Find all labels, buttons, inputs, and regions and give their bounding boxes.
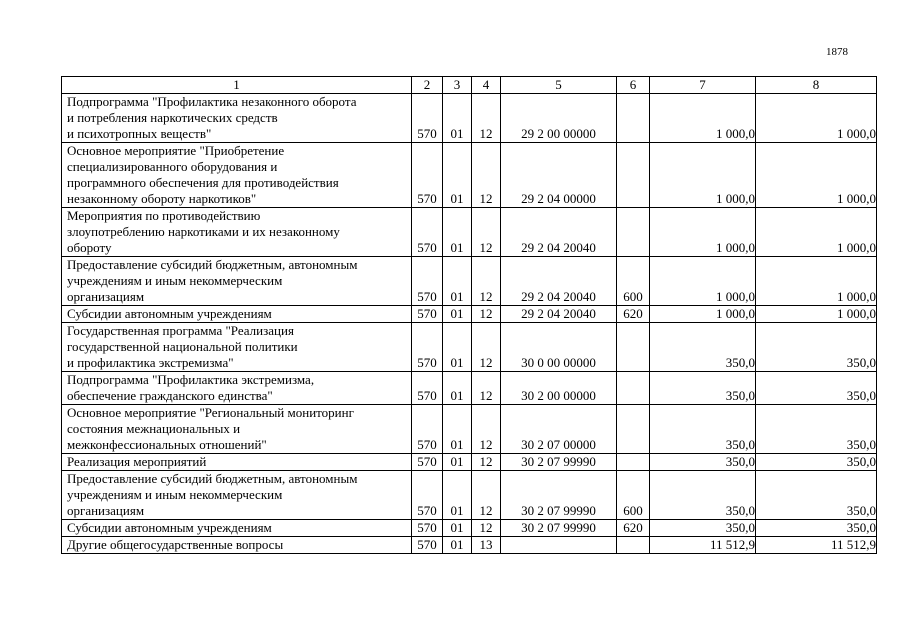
row-grbs-cell	[412, 94, 443, 143]
row-amount-1-cell-text: 350,0	[725, 520, 755, 535]
row-expense-type-cell-text: 600	[623, 289, 643, 304]
row-target-article-cell	[501, 372, 617, 405]
table-row	[62, 306, 877, 323]
header-col-6: 6	[617, 77, 650, 94]
row-target-article-cell	[501, 143, 617, 208]
row-expense-type-cell	[617, 257, 650, 306]
row-name-cell-text: Основное мероприятие "Приобретение специализированного оборудования и программного обеспечения для противодействия незаконному обороту наркотиков"	[67, 143, 339, 206]
row-expense-type-cell	[617, 520, 650, 537]
row-subsection-cell-text: 12	[479, 503, 493, 518]
row-target-article-cell-text: 29 2 04 20040	[521, 240, 596, 255]
header-col-4: 4	[472, 77, 501, 94]
row-section-cell	[443, 520, 472, 537]
row-grbs-cell	[412, 323, 443, 372]
row-amount-1-cell-text: 350,0	[725, 503, 755, 518]
row-grbs-cell-text: 570	[417, 126, 437, 141]
row-section-cell-text: 01	[450, 454, 464, 469]
row-expense-type-cell	[617, 94, 650, 143]
row-amount-1-cell-text: 11 512,9	[709, 537, 755, 552]
row-grbs-cell-text: 570	[417, 355, 437, 370]
row-amount-1-cell-text: 350,0	[725, 355, 755, 370]
row-target-article-cell-text: 30 0 00 00000	[521, 355, 596, 370]
row-subsection-cell-text: 12	[479, 289, 493, 304]
row-expense-type-cell	[617, 372, 650, 405]
row-section-cell	[443, 143, 472, 208]
row-amount-1-cell-text: 1 000,0	[716, 126, 755, 141]
row-name-cell-text: Подпрограмма "Профилактика незаконного оборота и потребления наркотических средств и психотропных веществ"	[67, 94, 357, 141]
row-section-cell	[443, 405, 472, 454]
row-expense-type-cell-text: 600	[623, 503, 643, 518]
header-col-1: 1	[62, 77, 412, 94]
row-subsection-cell-text: 12	[479, 306, 493, 321]
row-subsection-cell	[472, 520, 501, 537]
row-amount-1-cell	[650, 471, 756, 520]
row-amount-1-cell-text: 350,0	[725, 388, 755, 403]
row-grbs-cell	[412, 143, 443, 208]
row-subsection-cell	[472, 94, 501, 143]
table-row	[62, 323, 877, 372]
row-amount-2-cell-text: 1 000,0	[837, 126, 876, 141]
row-subsection-cell	[472, 372, 501, 405]
row-section-cell	[443, 471, 472, 520]
row-grbs-cell-text: 570	[417, 240, 437, 255]
row-grbs-cell	[412, 471, 443, 520]
row-grbs-cell-text: 570	[417, 388, 437, 403]
row-amount-2-cell	[756, 405, 877, 454]
row-amount-1-cell-text: 1 000,0	[716, 191, 755, 206]
budget-table	[61, 76, 877, 554]
row-section-cell	[443, 537, 472, 554]
row-expense-type-cell	[617, 306, 650, 323]
row-target-article-cell	[501, 94, 617, 143]
row-name-cell	[62, 94, 412, 143]
header-col-8: 8	[756, 77, 877, 94]
row-subsection-cell	[472, 454, 501, 471]
row-section-cell-text: 01	[450, 503, 464, 518]
row-name-cell	[62, 306, 412, 323]
row-amount-2-cell-text: 350,0	[846, 437, 876, 452]
row-expense-type-cell	[617, 454, 650, 471]
table-row	[62, 94, 877, 143]
row-subsection-cell-text: 12	[479, 126, 493, 141]
row-subsection-cell-text: 13	[479, 537, 493, 552]
row-amount-2-cell	[756, 372, 877, 405]
row-grbs-cell-text: 570	[417, 537, 437, 552]
row-section-cell	[443, 454, 472, 471]
row-section-cell-text: 01	[450, 191, 464, 206]
row-amount-2-cell-text: 11 512,9	[830, 537, 876, 552]
row-expense-type-cell	[617, 208, 650, 257]
row-amount-2-cell-text: 350,0	[846, 520, 876, 535]
row-subsection-cell	[472, 257, 501, 306]
row-amount-1-cell	[650, 143, 756, 208]
row-name-cell-text: Основное мероприятие "Региональный мониторинг состояния межнациональных и межконфессиональных отношений"	[67, 405, 354, 452]
table-row	[62, 257, 877, 306]
row-amount-1-cell	[650, 306, 756, 323]
row-section-cell	[443, 94, 472, 143]
row-grbs-cell-text: 570	[417, 191, 437, 206]
header-row	[62, 77, 877, 94]
header-col-5: 5	[501, 77, 617, 94]
table-row	[62, 372, 877, 405]
row-amount-2-cell	[756, 143, 877, 208]
row-target-article-cell-text: 29 2 04 00000	[521, 191, 596, 206]
row-target-article-cell	[501, 257, 617, 306]
row-name-cell	[62, 372, 412, 405]
row-section-cell-text: 01	[450, 289, 464, 304]
row-subsection-cell-text: 12	[479, 454, 493, 469]
row-subsection-cell	[472, 471, 501, 520]
row-expense-type-cell	[617, 471, 650, 520]
row-section-cell-text: 01	[450, 355, 464, 370]
row-expense-type-cell-text: 620	[623, 306, 643, 321]
row-subsection-cell	[472, 208, 501, 257]
row-amount-2-cell-text: 350,0	[846, 454, 876, 469]
row-section-cell-text: 01	[450, 537, 464, 552]
row-amount-2-cell	[756, 257, 877, 306]
row-subsection-cell	[472, 405, 501, 454]
row-expense-type-cell-text: 620	[623, 520, 643, 535]
row-subsection-cell	[472, 323, 501, 372]
row-section-cell	[443, 323, 472, 372]
row-subsection-cell	[472, 143, 501, 208]
table-row	[62, 471, 877, 520]
row-section-cell-text: 01	[450, 520, 464, 535]
row-subsection-cell-text: 12	[479, 388, 493, 403]
row-name-cell-text: Предоставление субсидий бюджетным, автономным учреждениям и иным некоммерческим организациям	[67, 471, 358, 518]
row-grbs-cell	[412, 405, 443, 454]
row-target-article-cell-text: 30 2 07 00000	[521, 437, 596, 452]
table-row	[62, 454, 877, 471]
row-amount-1-cell	[650, 405, 756, 454]
row-amount-2-cell-text: 350,0	[846, 388, 876, 403]
row-amount-1-cell	[650, 257, 756, 306]
row-target-article-cell-text: 30 2 00 00000	[521, 388, 596, 403]
row-amount-1-cell-text: 1 000,0	[716, 306, 755, 321]
row-amount-1-cell-text: 350,0	[725, 437, 755, 452]
row-subsection-cell	[472, 306, 501, 323]
row-name-cell-text: Реализация мероприятий	[67, 454, 207, 469]
row-section-cell-text: 01	[450, 240, 464, 255]
row-section-cell-text: 01	[450, 126, 464, 141]
row-grbs-cell	[412, 520, 443, 537]
row-name-cell-text: Субсидии автономным учреждениям	[67, 306, 272, 321]
row-target-article-cell	[501, 323, 617, 372]
row-name-cell	[62, 520, 412, 537]
row-name-cell-text: Государственная программа "Реализация государственной национальной политики и профилактика экстремизма"	[67, 323, 298, 370]
row-name-cell-text: Субсидии автономным учреждениям	[67, 520, 272, 535]
row-grbs-cell-text: 570	[417, 454, 437, 469]
row-expense-type-cell	[617, 143, 650, 208]
row-subsection-cell	[472, 537, 501, 554]
row-amount-2-cell	[756, 94, 877, 143]
row-name-cell	[62, 208, 412, 257]
header-col-2: 2	[412, 77, 443, 94]
row-target-article-cell	[501, 306, 617, 323]
row-name-cell	[62, 257, 412, 306]
row-section-cell-text: 01	[450, 388, 464, 403]
row-target-article-cell	[501, 454, 617, 471]
row-section-cell	[443, 208, 472, 257]
row-grbs-cell-text: 570	[417, 289, 437, 304]
row-amount-2-cell	[756, 471, 877, 520]
row-target-article-cell-text: 30 2 07 99990	[521, 503, 596, 518]
table-row	[62, 520, 877, 537]
row-amount-2-cell-text: 1 000,0	[837, 240, 876, 255]
row-grbs-cell	[412, 208, 443, 257]
table-row	[62, 208, 877, 257]
table-row	[62, 537, 877, 554]
row-grbs-cell-text: 570	[417, 306, 437, 321]
row-grbs-cell	[412, 537, 443, 554]
row-name-cell	[62, 454, 412, 471]
row-amount-2-cell	[756, 454, 877, 471]
row-target-article-cell-text: 29 2 00 00000	[521, 126, 596, 141]
header-col-3: 3	[443, 77, 472, 94]
row-name-cell	[62, 471, 412, 520]
row-section-cell-text: 01	[450, 306, 464, 321]
row-amount-1-cell	[650, 454, 756, 471]
table-row	[62, 405, 877, 454]
row-expense-type-cell	[617, 537, 650, 554]
row-amount-2-cell-text: 350,0	[846, 503, 876, 518]
row-amount-1-cell	[650, 372, 756, 405]
row-name-cell-text: Другие общегосударственные вопросы	[67, 537, 284, 552]
row-grbs-cell-text: 570	[417, 437, 437, 452]
row-name-cell	[62, 537, 412, 554]
row-target-article-cell	[501, 471, 617, 520]
row-target-article-cell-text: 30 2 07 99990	[521, 454, 596, 469]
row-subsection-cell-text: 12	[479, 520, 493, 535]
header-col-7: 7	[650, 77, 756, 94]
row-amount-1-cell-text: 350,0	[725, 454, 755, 469]
row-name-cell-text: Предоставление субсидий бюджетным, автономным учреждениям и иным некоммерческим организациям	[67, 257, 358, 304]
row-grbs-cell	[412, 306, 443, 323]
row-amount-2-cell-text: 1 000,0	[837, 306, 876, 321]
row-amount-2-cell-text: 1 000,0	[837, 289, 876, 304]
row-amount-1-cell	[650, 208, 756, 257]
row-subsection-cell-text: 12	[479, 240, 493, 255]
table-body	[62, 94, 877, 554]
row-subsection-cell-text: 12	[479, 437, 493, 452]
row-name-cell	[62, 323, 412, 372]
row-amount-1-cell	[650, 323, 756, 372]
row-grbs-cell-text: 570	[417, 503, 437, 518]
table-row	[62, 143, 877, 208]
row-grbs-cell	[412, 372, 443, 405]
row-amount-1-cell-text: 1 000,0	[716, 240, 755, 255]
row-amount-2-cell	[756, 306, 877, 323]
row-section-cell-text: 01	[450, 437, 464, 452]
row-target-article-cell-text: 30 2 07 99990	[521, 520, 596, 535]
row-amount-2-cell-text: 350,0	[846, 355, 876, 370]
row-expense-type-cell	[617, 323, 650, 372]
row-target-article-cell-text: 29 2 04 20040	[521, 306, 596, 321]
row-name-cell-text: Подпрограмма "Профилактика экстремизма, обеспечение гражданского единства"	[67, 372, 315, 403]
row-amount-2-cell	[756, 208, 877, 257]
row-target-article-cell	[501, 208, 617, 257]
row-amount-2-cell	[756, 323, 877, 372]
row-grbs-cell-text: 570	[417, 520, 437, 535]
row-target-article-cell	[501, 405, 617, 454]
row-expense-type-cell	[617, 405, 650, 454]
row-name-cell	[62, 143, 412, 208]
row-name-cell-text: Мероприятия по противодействию злоупотреблению наркотиками и их незаконному обороту	[67, 208, 340, 255]
row-target-article-cell	[501, 537, 617, 554]
row-amount-1-cell	[650, 94, 756, 143]
row-subsection-cell-text: 12	[479, 355, 493, 370]
row-section-cell	[443, 306, 472, 323]
row-grbs-cell	[412, 257, 443, 306]
row-section-cell	[443, 372, 472, 405]
row-section-cell	[443, 257, 472, 306]
row-grbs-cell	[412, 454, 443, 471]
row-amount-2-cell	[756, 537, 877, 554]
page-number: 1878	[826, 46, 848, 58]
row-amount-2-cell-text: 1 000,0	[837, 191, 876, 206]
row-amount-1-cell-text: 1 000,0	[716, 289, 755, 304]
row-name-cell	[62, 405, 412, 454]
row-amount-1-cell	[650, 537, 756, 554]
row-subsection-cell-text: 12	[479, 191, 493, 206]
row-amount-1-cell	[650, 520, 756, 537]
row-target-article-cell	[501, 520, 617, 537]
row-target-article-cell-text: 29 2 04 20040	[521, 289, 596, 304]
row-amount-2-cell	[756, 520, 877, 537]
